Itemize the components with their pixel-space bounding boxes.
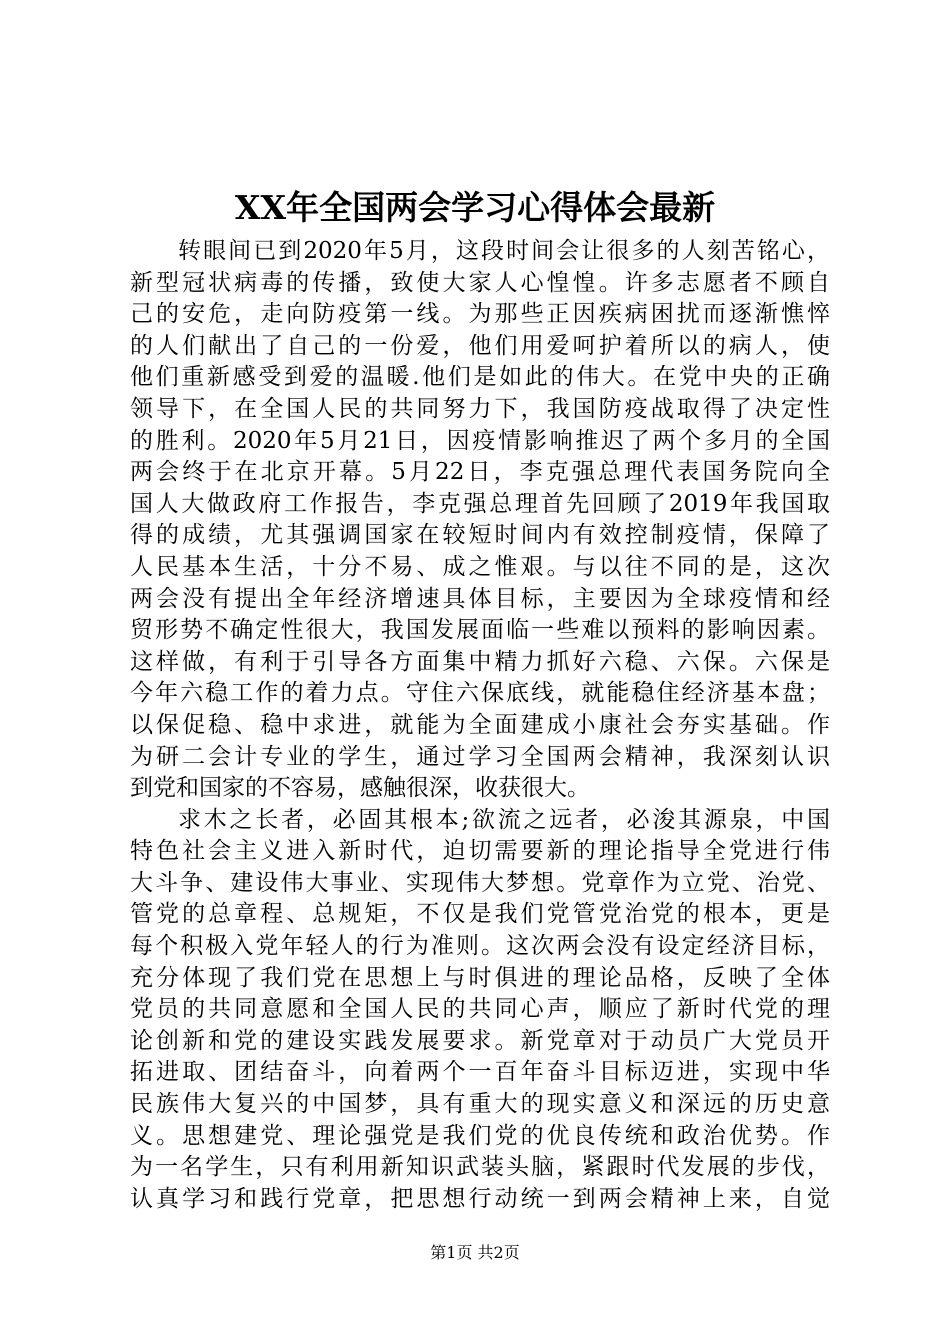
text-line: 求木之长者，必固其根本;欲流之远者，必浚其源泉，中国 bbox=[178, 806, 830, 833]
text-line: 为研二会计专业的学生，通过学习全国两会精神，我深刻认识 bbox=[130, 743, 830, 770]
text-line: 的胜利。2020年5月21日，因疫情影响推迟了两个多月的全国 bbox=[130, 427, 830, 454]
text-line: 国人大做政府工作报告，李克强总理首先回顾了2019年我国取 bbox=[130, 490, 830, 517]
text-line: 领导下，在全国人民的共同努力下，我国防疫战取得了决定性 bbox=[130, 395, 830, 422]
text-line: 到党和国家的不容易，感触很深，收获很大。 bbox=[130, 775, 590, 802]
text-line: 己的安危，走向防疫第一线。为那些正因疾病困扰而逐渐憔悴 bbox=[130, 301, 830, 328]
text-line: 为一名学生，只有利用新知识武装头脑，紧跟时代发展的步伐， bbox=[130, 1154, 830, 1181]
document-title: XX年全国两会学习心得体会最新 bbox=[234, 188, 716, 227]
text-line: 以保促稳、稳中求进，就能为全面建成小康社会夯实基础。作 bbox=[130, 711, 830, 738]
text-line: 人民基本生活，十分不易、成之惟艰。与以往不同的是，这次 bbox=[130, 553, 830, 580]
text-line: 党员的共同意愿和全国人民的共同心声，顺应了新时代党的理 bbox=[130, 996, 830, 1023]
text-line: 得的成绩，尤其强调国家在较短时间内有效控制疫情，保障了 bbox=[130, 522, 830, 549]
text-line: 今年六稳工作的着力点。守住六保底线，就能稳住经济基本盘； bbox=[130, 680, 830, 707]
text-line: 每个积极入党年轻人的行为准则。这次两会没有设定经济目标， bbox=[130, 933, 830, 960]
text-line: 认真学习和践行党章，把思想行动统一到两会精神上来，自觉 bbox=[130, 1185, 830, 1212]
text-line: 贸形势不确定性很大，我国发展面临一些难以预料的影响因素。 bbox=[130, 617, 830, 644]
text-line: 这样做，有利于引导各方面集中精力抓好六稳、六保。六保是 bbox=[130, 648, 830, 675]
text-line: 拓进取、团结奋斗，向着两个一百年奋斗目标迈进，实现中华 bbox=[130, 1059, 830, 1086]
text-line: 两会没有提出全年经济增速具体目标，主要因为全球疫情和经 bbox=[130, 585, 830, 612]
text-line: 转眼间已到2020年5月，这段时间会让很多的人刻苦铭心， bbox=[178, 238, 830, 264]
text-line: 两会终于在北京开幕。5月22日，李克强总理代表国务院向全 bbox=[130, 459, 830, 486]
paragraph-2 bbox=[130, 805, 830, 1216]
text-line: 他们重新感受到爱的温暖.他们是如此的伟大。在党中央的正确 bbox=[130, 364, 830, 391]
text-line: 义。思想建党、理论强党是我们党的优良传统和政治优势。作 bbox=[130, 1122, 830, 1149]
text-line: 论创新和党的建设实践发展要求。新党章对于动员广大党员开 bbox=[130, 1027, 830, 1054]
text-line: 新型冠状病毒的传播，致使大家人心惶惶。许多志愿者不顾自 bbox=[130, 269, 830, 296]
text-line: 大斗争、建设伟大事业、实现伟大梦想。党章作为立党、治党、 bbox=[130, 869, 830, 896]
document-body bbox=[130, 236, 830, 1215]
text-line: 特色社会主义进入新时代，迫切需要新的理论指导全党进行伟 bbox=[130, 838, 830, 865]
text-line: 的人们献出了自己的一份爱，他们用爱呵护着所以的病人，使 bbox=[130, 332, 830, 359]
text-line: 充分体现了我们党在思想上与时俱进的理论品格，反映了全体 bbox=[130, 964, 830, 991]
page-number: 第1页 共2页 bbox=[430, 1243, 520, 1262]
paragraph-1 bbox=[130, 236, 830, 805]
text-line: 民族伟大复兴的中国梦，具有重大的现实意义和深远的历史意 bbox=[130, 1091, 830, 1118]
text-line: 管党的总章程、总规矩，不仅是我们党管党治党的根本，更是 bbox=[130, 901, 830, 928]
